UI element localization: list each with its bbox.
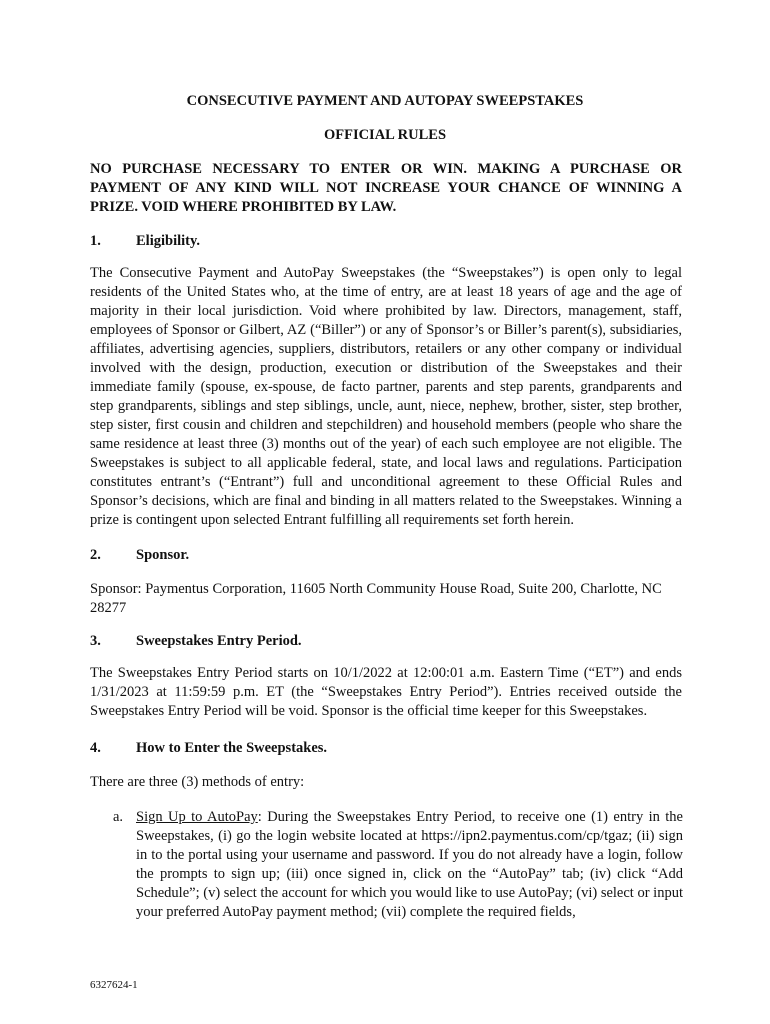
disclaimer: NO PURCHASE NECESSARY TO ENTER OR WIN. MAKING A PURCHASE OR PAYMENT OF ANY KIND WILL NOT INCREASE YOUR CHANCE OF WINNING A PRIZE. VOID WHERE PROHIBITED BY LAW. xyxy=(90,161,682,215)
section-number: 3. xyxy=(90,633,101,649)
section-body-how-to-enter: There are three (3) methods of entry: xyxy=(90,774,305,790)
section-title: Sponsor. xyxy=(136,547,190,563)
document-title: CONSECUTIVE PAYMENT AND AUTOPAY SWEEPSTAKES xyxy=(186,93,584,109)
list-marker: a. xyxy=(113,809,124,825)
section-heading-how-to-enter xyxy=(90,739,327,758)
entry-method-a-title: Sign Up to AutoPay xyxy=(136,809,258,825)
section-body-entry-period: The Sweepstakes Entry Period starts on 10/1/2022 at 12:00:01 a.m. Eastern Time (“ET”) and ends 1/31/2023 at 11:59:59 p.m. ET (the “Sweepstakes Entry Period”). Entries received outside the Sweepstakes Entry Period will be void. Sponsor is the official time keeper for this Sweepstakes. xyxy=(90,665,682,719)
section-number: 4. xyxy=(90,740,101,756)
section-heading-entry-period xyxy=(90,632,302,651)
section-heading-sponsor xyxy=(90,546,189,565)
section-heading-eligibility xyxy=(90,232,200,251)
section-number: 1. xyxy=(90,233,101,249)
entry-method-a-body xyxy=(136,808,683,922)
section-body-eligibility: The Consecutive Payment and AutoPay Sweepstakes (the “Sweepstakes”) is open only to legal residents of the United States who, at the time of entry, are at least 18 years of age and the age of majority in their local jurisdiction. Void where prohibited by law. Directors, management, staff, employees of Sponsor or Gilbert, AZ (“Biller”) or any of Sponsor’s or Biller’s parent(s), subsidiaries, affiliates, advertising agencies, suppliers, distributors, retailers or any other company or individual involved with the design, production, execution or distribution of the Sweepstakes and their immediate family (spouse, ex-spouse, de facto partner, parents and step parents, grandparents and step grandparents, siblings and step siblings, uncle, aunt, niece, nephew, brother, sister, step brother, step sister, first cousin and children and stepchildren) and household members (people who share the same residence at least three (3) months out of the year) of each such employee are not eligible. The Sweepstakes is subject to all applicable federal, state, and local laws and regulations. Participation constitutes entrant’s (“Entrant”) full and unconditional agreement to these Official Rules and Sponsor’s decisions, which are final and binding in all matters related to the Sweepstakes. Winning a prize is contingent upon selected Entrant fulfilling all requirements set forth herein. xyxy=(90,265,682,528)
entry-method-a-text: : During the Sweepstakes Entry Period, to receive one (1) entry in the Sweepstakes, (i) go the login website located at https://ipn2.paymentus.com/cp/tgaz; (ii) sign in to the portal using your username and password. If you do not already have a login, follow the prompts to sign up; (iii) once signed in, click on the “AutoPay” tab; (iv) click “Add Schedule”; (v) select the account for which you would like to use AutoPay; (vi) select or input your preferred AutoPay payment method; (vii) complete the required fields, xyxy=(136,809,683,920)
section-title: Sweepstakes Entry Period. xyxy=(136,633,302,649)
section-title: Eligibility. xyxy=(136,233,201,249)
section-body-sponsor: Sponsor: Paymentus Corporation, 11605 North Community House Road, Suite 200, Charlotte, NC 28277 xyxy=(90,581,662,616)
section-number: 2. xyxy=(90,547,101,563)
document-subtitle: OFFICIAL RULES xyxy=(323,127,447,143)
section-title: How to Enter the Sweepstakes. xyxy=(136,740,328,756)
document-id-footer: 6327624-1 xyxy=(90,979,138,991)
